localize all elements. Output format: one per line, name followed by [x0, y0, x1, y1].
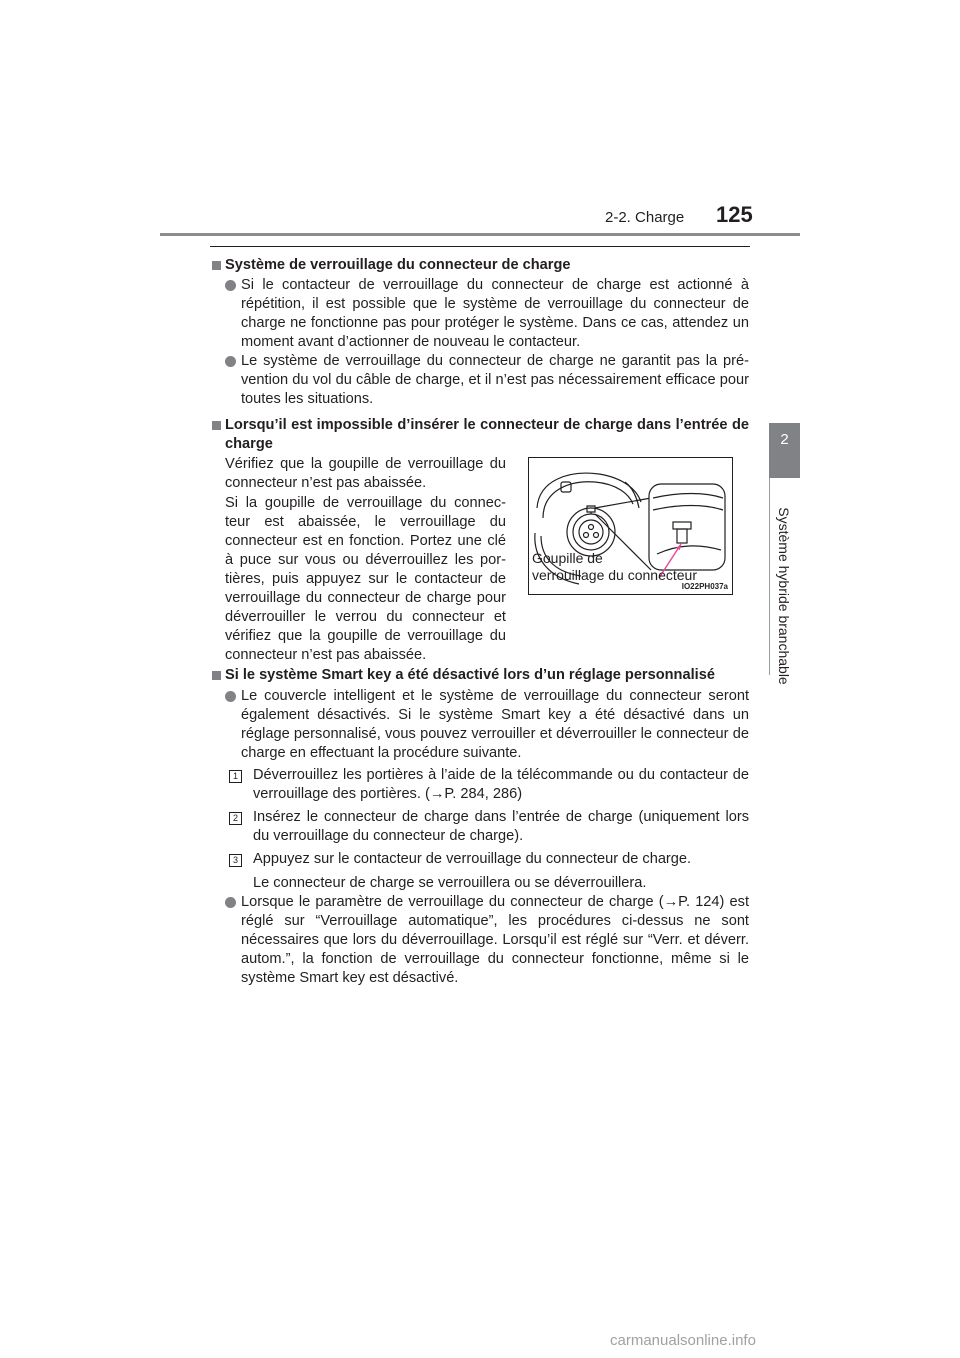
step-text-1: Déverrouillez les portières à l’aide de la télécommande ou du contacteur de verrouillage des portières. (→P. 284, 286): [253, 767, 749, 802]
square-bullet-icon: [212, 421, 221, 430]
square-bullet-icon: [212, 261, 221, 270]
side-tab-title: Système hybride branchable: [776, 507, 792, 685]
section-title: 2-2. Charge: [605, 209, 685, 226]
side-tab-number: 2: [780, 431, 789, 448]
round-bullet-icon: [225, 280, 236, 291]
charge-inlet-figure: [528, 457, 733, 595]
header-rule: [160, 233, 800, 236]
footer-watermark: carmanualsonline.info: [610, 1332, 756, 1349]
paragraph-repeated-operation: Si le contacteur de verrouillage du connecteur de charge est actionné à répétition, il est possible que le système de verrouillage du connecteur de charge ne fonctionne pas pour protéger le système. Dans ce cas, attendez un moment avant d’actionner de nouveau le contacteur.: [241, 277, 749, 350]
step-text-2: Insérez le connecteur de charge dans l’entrée de charge (uniquement lors du verrouillage du connecteur de charge).: [253, 809, 749, 844]
paragraph-smart-key-disabled: Le couvercle intelligent et le système de verrouillage du connecteur seront également désactivés. Si le système Smart key a été désactivé dans un réglage personnalisé, vous pouvez verrouiller et déverrouiller le connecteur de charge en effectuant la procédure suivante.: [241, 688, 749, 761]
step-note-3: Le connecteur de charge se verrouillera ou se déverrouillera.: [253, 875, 647, 891]
round-bullet-icon: [225, 897, 236, 908]
square-bullet-icon: [212, 671, 221, 680]
heading-connector-lock-system: Système de verrouillage du connecteur de charge: [225, 257, 571, 273]
step-number-2: 2: [229, 812, 242, 825]
figure-label-line2: verrouillage du connecteur: [532, 567, 697, 583]
round-bullet-icon: [225, 691, 236, 702]
paragraph-pin-lowered: Si la goupille de verrouillage du connec- teur est abaissée, le verrouillage du connecteur est en fonction. Portez une clé à puce sur vous ou déverrouillez les por- tières, puis appuyez sur le contacteur de verrouillage du connecteur de charge pour déverrouiller le verrou du connecteur et vérifiez que la goupille de verrouillage du connecteur n’est pas abaissée.: [225, 495, 506, 663]
step-number-1: 1: [229, 770, 242, 783]
figure-label-line1: Goupille de: [532, 550, 603, 566]
step-number-3: 3: [229, 854, 242, 867]
page-number: 125: [716, 202, 753, 227]
heading-smart-key-disabled: Si le système Smart key a été désactivé lors d’un réglage personnalisé: [225, 667, 715, 683]
paragraph-check-pin: Vérifiez que la goupille de verrouillage du connecteur n’est pas abaissée.: [225, 456, 506, 491]
paragraph-auto-lock-setting: Lorsque le paramètre de verrouillage du connecteur de charge (→P. 124) est réglé sur “Verrouillage automatique”, les procédures ci-dessus ne sont nécessaires que lors du déverrouillage. Lorsqu’il est réglé sur “Verr. et déverr. autom.”, la fonction de verrouillage du connecteur fonctionne, même si le système Smart key est désactivé.: [241, 894, 749, 986]
paragraph-theft-warning: Le système de verrouillage du connecteur de charge ne garantit pas la pré- vention du vol du câble de charge, et il n’est pas nécessairement efficace pour toutes les situations.: [241, 353, 749, 407]
figure-code: IO22PH037a: [681, 582, 728, 591]
step-text-3: Appuyez sur le contacteur de verrouillage du connecteur de charge.: [253, 851, 692, 867]
heading-cannot-insert-connector: Lorsqu’il est impossible d’insérer le connecteur de charge dans l’entrée de charge: [225, 417, 749, 452]
content-top-rule: [210, 246, 750, 247]
round-bullet-icon: [225, 356, 236, 367]
